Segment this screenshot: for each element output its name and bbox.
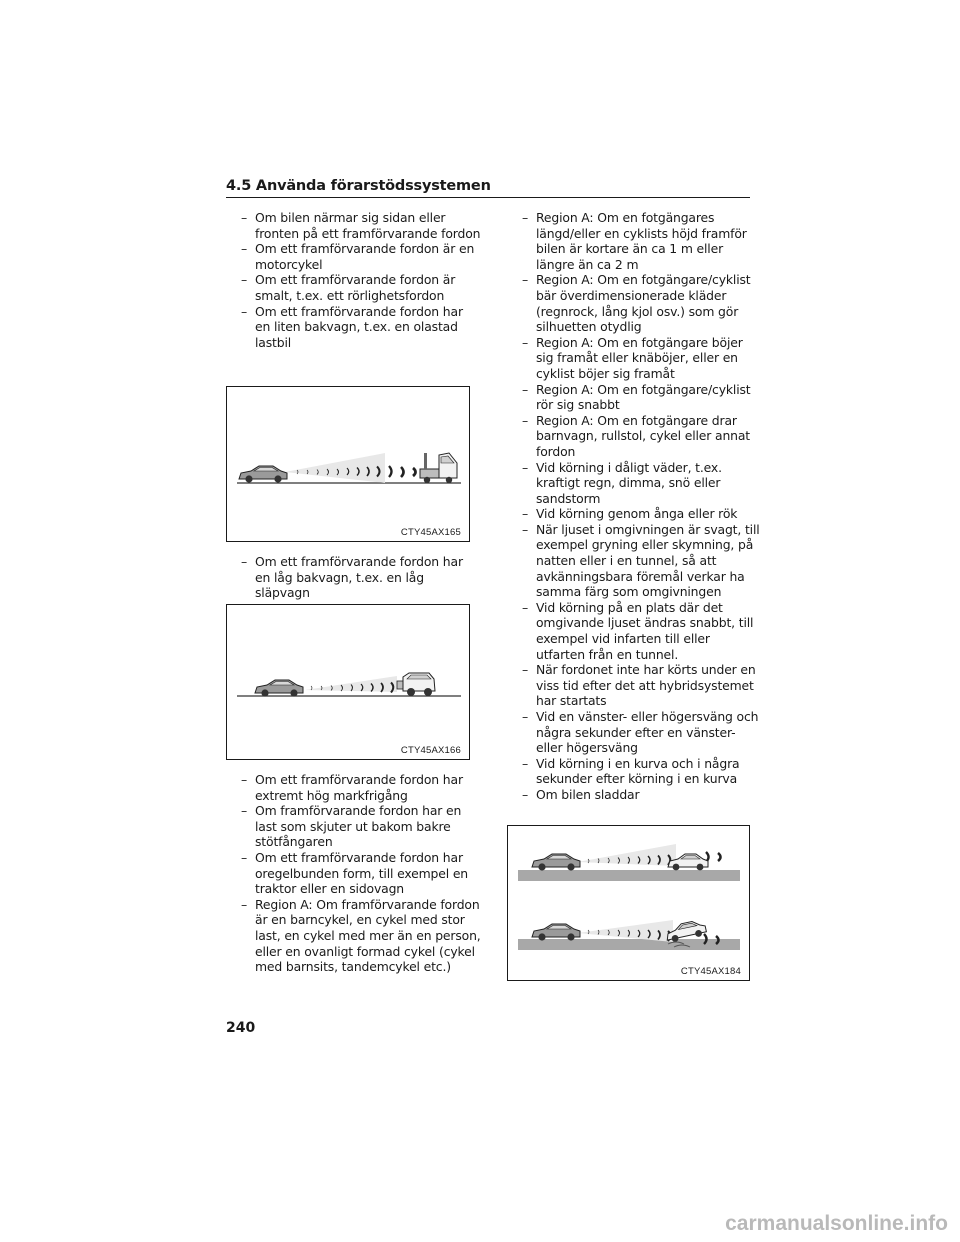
list-item: – Region A: Om en fotgängare drar barnvagn, rullstol, cykel eller annat fordon bbox=[522, 413, 762, 460]
figure-trailer-illustration bbox=[227, 605, 471, 761]
truck-icon bbox=[420, 453, 457, 483]
list-item: – Vid körning i dåligt väder, t.ex. kraftigt regn, dimma, snö eller sandstorm bbox=[522, 460, 762, 507]
car-icon bbox=[239, 466, 287, 483]
list-item: – Region A: Om framförvarande fordon är en barncykel, en cykel med stor last, en cykel med mer än en person, eller en ovanligt formad cykel (cykel med barnsits, tandemcykel etc.) bbox=[241, 897, 481, 975]
list-item: – Region A: Om en fotgängare/cyklist rör sig snabbt bbox=[522, 382, 762, 413]
left-column-top bbox=[241, 210, 481, 350]
bullet-list bbox=[241, 554, 481, 601]
figure-truck bbox=[226, 386, 470, 542]
figure-code: CTY45AX166 bbox=[400, 745, 461, 756]
figure-code: CTY45AX165 bbox=[400, 527, 461, 538]
list-item: – Om ett framförvarande fordon är smalt, t.ex. ett rörlighetsfordon bbox=[241, 272, 481, 303]
figure-skidding bbox=[507, 825, 750, 981]
figure-truck-illustration bbox=[227, 387, 471, 543]
list-item: – När ljuset i omgivningen är svagt, till exempel gryning eller skymning, på natten eller i en tunnel, så att avkänningsbara föremål verkar ha samma färg som omgivningen bbox=[522, 522, 762, 600]
figure-skidding-illustration bbox=[508, 826, 751, 982]
car-icon bbox=[532, 924, 580, 941]
bullet-list bbox=[522, 210, 762, 803]
list-item: – Vid en vänster- eller högersväng och några sekunder efter en vänster- eller högersväng bbox=[522, 709, 762, 756]
figure-trailer bbox=[226, 604, 470, 760]
list-item: – Om ett framförvarande fordon har extremt hög markfrigång bbox=[241, 772, 481, 803]
section-title: 4.5 Använda förarstödssystemen bbox=[226, 178, 491, 194]
list-item: – När fordonet inte har körts under en viss tid efter det att hybridsystemet har startats bbox=[522, 662, 762, 709]
list-item: – Region A: Om en fotgängare böjer sig framåt eller knäböjer, eller en cyklist böjer sig framåt bbox=[522, 335, 762, 382]
list-item: – Om ett framförvarande fordon har en liten bakvagn, t.ex. en olastad lastbil bbox=[241, 304, 481, 351]
list-item: – Om bilen närmar sig sidan eller fronten på ett framförvarande fordon bbox=[241, 210, 481, 241]
figure-code: CTY45AX184 bbox=[680, 966, 741, 977]
section-header bbox=[226, 178, 750, 198]
watermark: carmanualsonline.info bbox=[725, 1212, 948, 1235]
list-item: – Vid körning genom ånga eller rök bbox=[522, 506, 762, 522]
list-item: – Om ett framförvarande fordon har en låg bakvagn, t.ex. en låg släpvagn bbox=[241, 554, 481, 601]
right-column bbox=[522, 210, 762, 803]
list-item: – Region A: Om en fotgängare/cyklist bär överdimensionerade kläder (regnrock, lång kjol osv.) som gör silhuetten otydlig bbox=[522, 272, 762, 334]
suv-icon bbox=[397, 673, 435, 696]
left-column-bottom bbox=[241, 772, 481, 975]
bullet-list bbox=[241, 210, 481, 350]
list-item: – Om bilen sladdar bbox=[522, 787, 762, 803]
bullet-list bbox=[241, 772, 481, 975]
list-item: – Vid körning i en kurva och i några sekunder efter körning i en kurva bbox=[522, 756, 762, 787]
car-icon bbox=[532, 854, 580, 871]
car-icon bbox=[255, 680, 303, 697]
list-item: – Om ett framförvarande fordon är en motorcykel bbox=[241, 241, 481, 272]
list-item: – Vid körning på en plats där det omgivande ljuset ändras snabbt, till exempel vid infarten till eller utfarten från en tunnel. bbox=[522, 600, 762, 662]
left-column-middle bbox=[241, 554, 481, 601]
list-item: – Region A: Om en fotgängares längd/eller en cyklists höjd framför bilen är kortare än ca 1 m eller längre än ca 2 m bbox=[522, 210, 762, 272]
page-number: 240 bbox=[226, 1020, 256, 1036]
list-item: – Om framförvarande fordon har en last som skjuter ut bakom bakre stötfångaren bbox=[241, 803, 481, 850]
list-item: – Om ett framförvarande fordon har oregelbunden form, till exempel en traktor eller en sidovagn bbox=[241, 850, 481, 897]
